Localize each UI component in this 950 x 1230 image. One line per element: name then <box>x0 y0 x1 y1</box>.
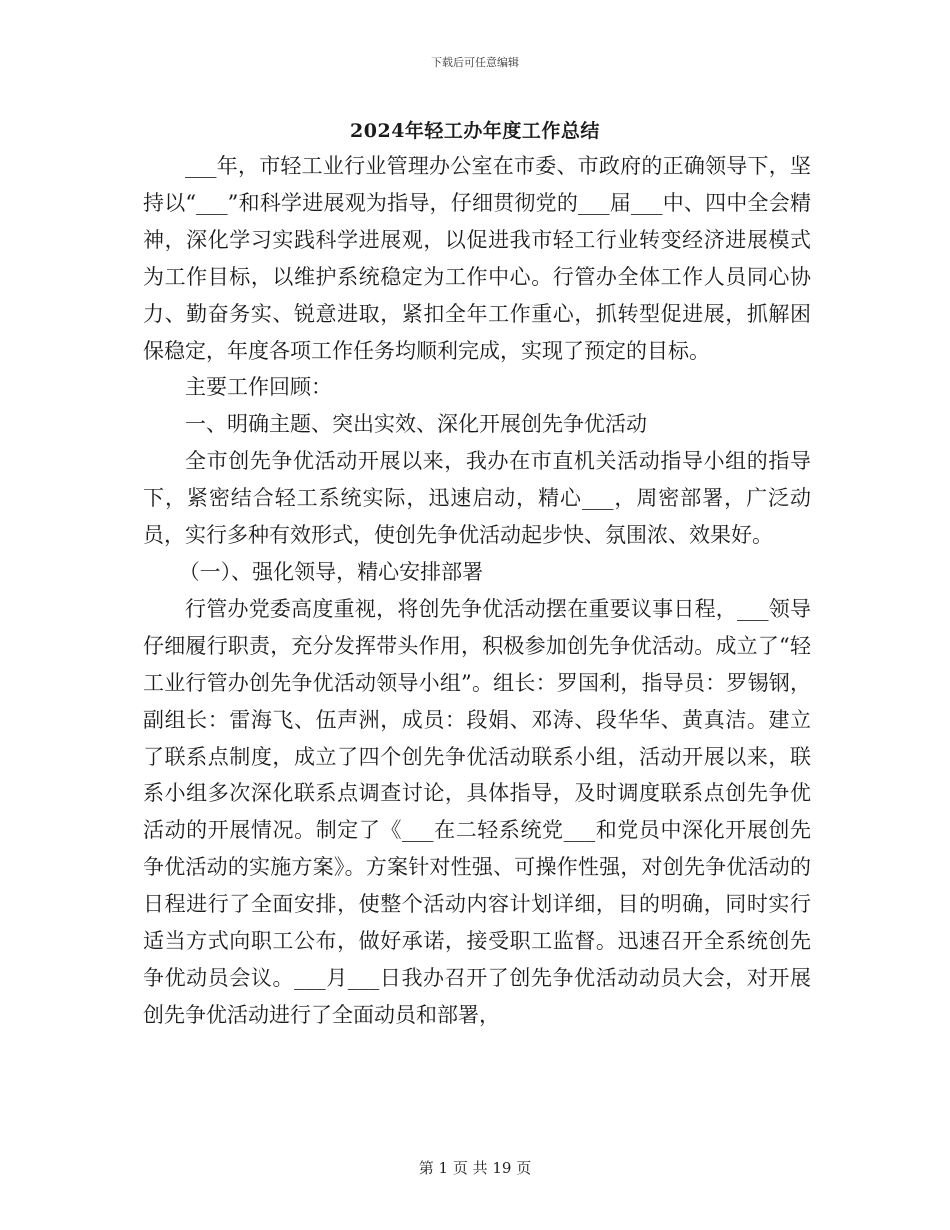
paragraph-section-1: 全市创先争优活动开展以来，我办在市直机关活动指导小组的指导下，紧密结合轻工系统实际，迅速启动，精心___，周密部署，广泛动员，实行多种有效形式，使创先争优活动起步快、氛围浓、效果好。 <box>143 449 811 548</box>
document-title: 2024年轻工办年度工作总结 <box>350 120 600 142</box>
header-note: 下载后可任意编辑 <box>431 56 519 69</box>
paragraph-review-heading: 主要工作回顾： <box>185 375 332 400</box>
paragraph-subsection-1: 行管办党委高度重视，将创先争优活动摆在重要议事日程，___领导仔细履行职责，充分发挥带头作用，积极参加创先争优活动。成立了“轻工业行管办创先争优活动领导小组”。组长：罗国利，指导员：罗锡钢，副组长：雷海飞、伍声洲，成员：段娟、邓涛、段华华、黄真洁。建立了联系点制度，成立了四个创先争优活动联系小组，活动开展以来，联系小组多次深化联系点调查讨论，具体指导，及时调度联系点创先争优活动的开展情况。制定了《___在二轻系统党___和党员中深化开展创先争优活动的实施方案》。方案针对性强、可操作性强，对创先争优活动的日程进行了全面安排，使整个活动内容计划详细，目的明确，同时实行适当方式向职工公布，做好承诺，接受职工监督。迅速召开全系统创先争优动员会议。___月___日我办召开了创先争优活动动员大会，对开展创先争优活动进行了全面动员和部署， <box>143 596 811 1027</box>
page-number: 第 1 页 共 19 页 <box>418 1159 532 1177</box>
document-body <box>143 148 811 1034</box>
subsection-heading-1: （一）、强化领导，精心安排部署 <box>178 559 484 584</box>
section-heading-1: 一、明确主题、突出实效、深化开展创先争优活动 <box>185 412 647 437</box>
paragraph-intro: ___年，市轻工业行业管理办公室在市委、市政府的正确领导下，坚持以“___”和科学进展观为指导，仔细贯彻党的___届___中、四中全会精神，深化学习实践科学进展观，以促进我市轻工行业转变经济进展模式为工作目标，以维护系统稳定为工作中心。行管办全体工作人员同心协力、勤奋务实、锐意进取，紧扣全年工作重心，抓转型促进展，抓解困保稳定，年度各项工作任务均顺利完成，实现了预定的目标。 <box>143 154 811 363</box>
